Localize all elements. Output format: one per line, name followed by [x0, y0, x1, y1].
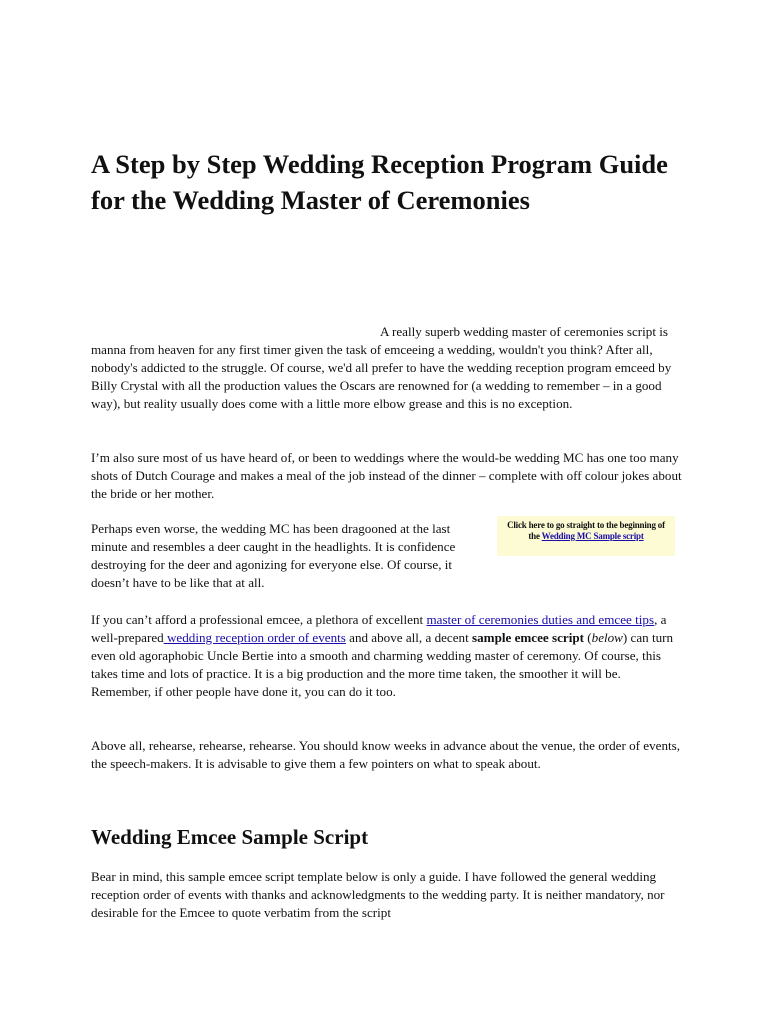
para4-text-4: ( — [584, 630, 592, 645]
section-heading: Wedding Emcee Sample Script — [91, 825, 369, 849]
rehearse-paragraph: Above all, rehearse, rehearse, rehearse. You should know weeks in advance about the venue, the order of events, the speech-makers. It is advisable to give them a few pointers on what to speak about. — [91, 738, 681, 771]
para4-text-5: ) can turn even old agoraphobic Uncle Bertie into a smooth and charming wedding master of ceremony. Of course, this takes time and lots of practice. It is a big production and the more time taken, the smoother it will be. Remember, if other people have done it, you can do it too. — [91, 630, 674, 699]
jump-to-script-callout — [497, 516, 675, 556]
deer-paragraph: Perhaps even worse, the wedding MC has been dragooned at the last minute and resembles a deer caught in the headlights. It is confidence destroying for the deer and agonizing for everyone else. Of course, it doesn’t have to be like that at all. — [91, 521, 456, 590]
sample-script-bold: sample emcee script — [472, 630, 584, 645]
callout-text: Click here to go straight to the beginning of the — [507, 520, 665, 541]
below-italic: below — [591, 630, 623, 645]
para4-text-1: If you can’t afford a professional emcee, a plethora of excellent — [91, 612, 427, 627]
professional-emcee-paragraph — [91, 611, 683, 701]
title-line-1: A Step by Step Wedding Reception Program Guide — [91, 149, 668, 179]
order-of-events-link[interactable]: wedding reception order of events — [163, 630, 346, 645]
intro-paragraph — [91, 323, 683, 413]
dutch-courage-paragraph: I’m also sure most of us have heard of, or been to weddings where the would-be wedding MC has one too many shots of Dutch Courage and makes a meal of the job instead of the dinner – complete with off colour jokes about the bride or her mother. — [91, 450, 682, 501]
intro-text: A really superb wedding master of ceremonies script is manna from heaven for any first timer given the task of emceeing a wedding, wouldn't you think? After all, nobody's addicted to the struggle. Of course, we'd all prefer to have the wedding reception program emceed by Billy Crystal with all the production values the Oscars are renowned for (a wedding to remember – in a good way), but reality usually does come with a little more elbow grease and this is no exception. — [91, 324, 672, 411]
mc-duties-link[interactable]: master of ceremonies duties and emcee tips — [426, 612, 655, 627]
title-line-2: for the Wedding Master of Ceremonies — [91, 185, 530, 215]
para4-text-2: , a well-prepared — [91, 612, 667, 645]
page-title — [91, 146, 711, 218]
para4-text-3: and above all, a decent — [345, 630, 473, 645]
sample-script-link[interactable]: Wedding MC Sample script — [541, 531, 644, 541]
bear-in-mind-paragraph: Bear in mind, this sample emcee script template below is only a guide. I have followed the general wedding reception order of events with thanks and acknowledgments to the wedding party. It is neither mandatory, nor desirable for the Emcee to quote verbatim from the script — [91, 869, 665, 920]
